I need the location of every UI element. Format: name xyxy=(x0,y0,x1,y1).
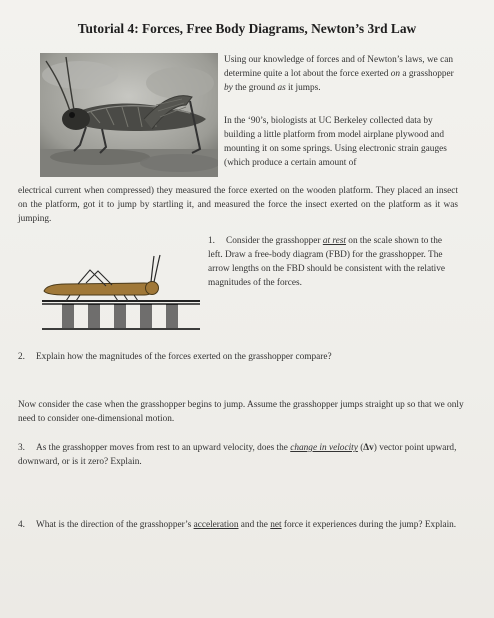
grasshopper-on-scale-diagram xyxy=(40,253,200,331)
intro-paragraph-2: In the ‘90’s, biologists at UC Berkeley collected data by building a little platform from model airplane plywood and mounting it on some springs. Using electronic strain gauges (which produce a certain amount of xyxy=(224,116,447,168)
scale-diagram-svg xyxy=(40,253,200,331)
question-3: 3. As the grasshopper moves from rest to an upward velocity, does the change in velocity (Δv) vector point upward, downward, or is it zero? Explain. xyxy=(18,443,457,467)
question-4: 4. What is the direction of the grasshopper’s acceleration and the net force it experiences during the jump? Explain. xyxy=(18,520,457,530)
jump-case-paragraph: Now consider the case when the grasshopper begins to jump. Assume the grasshopper jumps straight up so that we only need to consider one-dimensional motion. xyxy=(18,400,464,424)
page-title: Tutorial 4: Forces, Free Body Diagrams, Newton’s 3rd Law xyxy=(77,21,417,36)
grasshopper-image xyxy=(40,53,218,177)
grasshopper-photo xyxy=(40,53,218,177)
question-1: 1. Consider the grasshopper at rest on the scale shown to the left. Draw a free-body diagram (FBD) for the grasshopper. The arrow lengths on the FBD should be consistent with the relative magnitudes of the forces. xyxy=(208,236,446,288)
intro-paragraph-1: Using our knowledge of forces and of Newton’s laws, we can determine quite a lot about the force exerted on a grasshopper by the ground as it jumps. xyxy=(224,55,454,93)
question-2: 2. Explain how the magnitudes of the forces exerted on the grasshopper compare? xyxy=(18,352,332,362)
intro-paragraph-3: electrical current when compressed) they measured the force exerted on the wooden platform. They placed an insect on the platform, got it to jump by startling it, and measured the force the insect exerted on the platform as it was jumping. xyxy=(18,186,458,224)
